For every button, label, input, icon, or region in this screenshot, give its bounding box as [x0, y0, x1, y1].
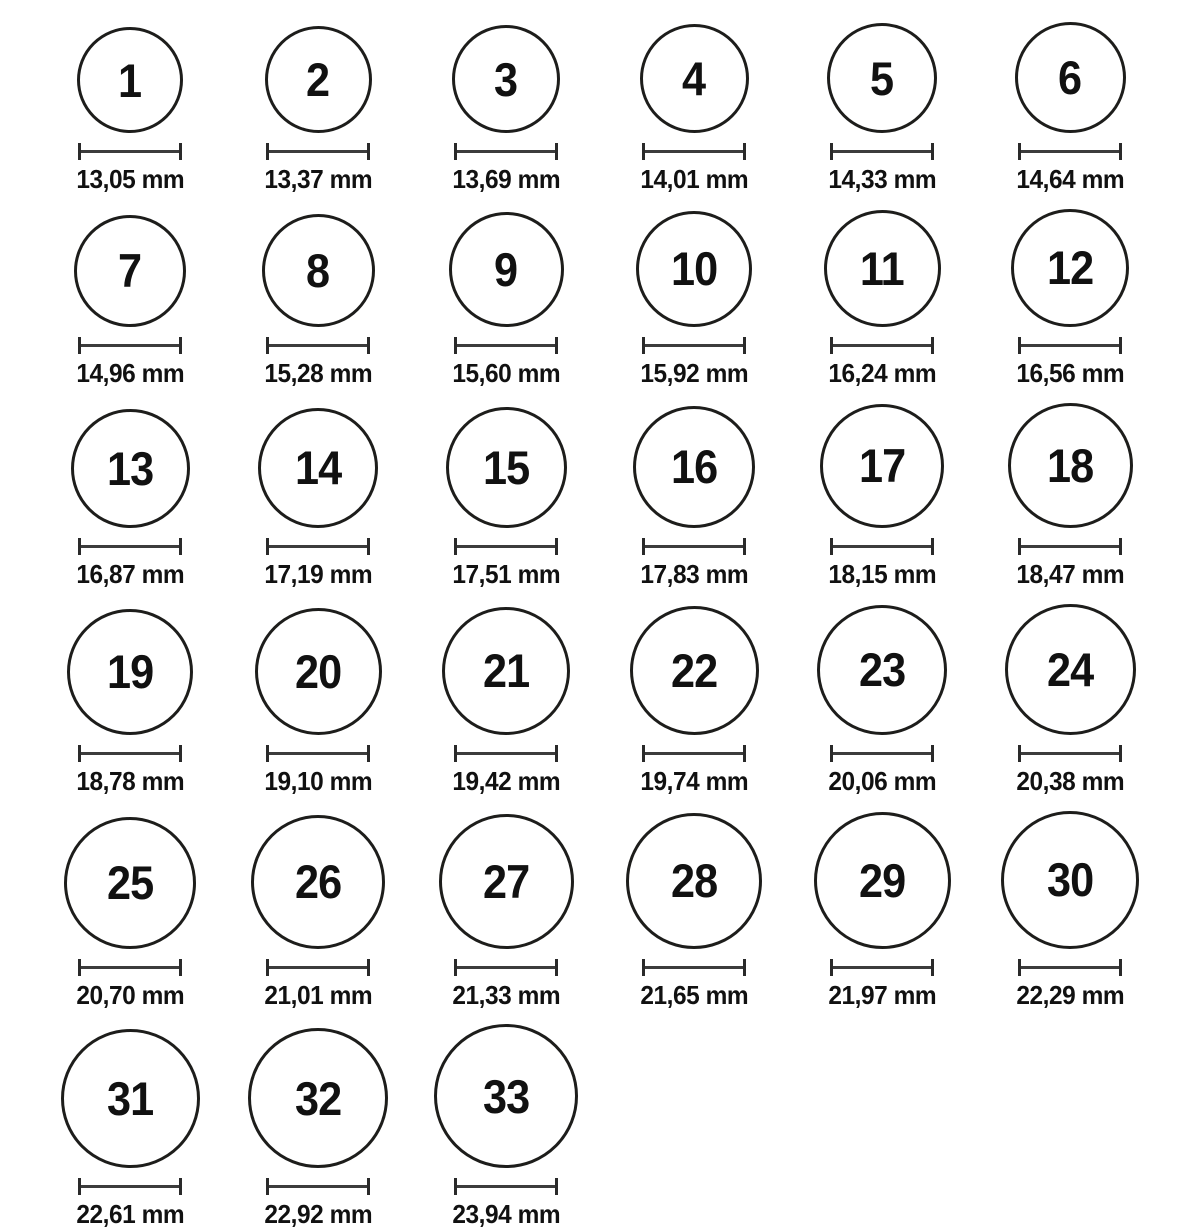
measure-bar	[81, 344, 179, 347]
ring-size-number: 32	[294, 1071, 342, 1125]
measure-bar	[457, 150, 555, 153]
ring-size-number: 2	[306, 53, 330, 106]
measure-bar	[269, 150, 367, 153]
ring-size-number: 3	[494, 52, 518, 106]
diameter-label: 18,47 mm	[1016, 558, 1124, 589]
measure-bar	[645, 752, 743, 755]
ring-size-number: 21	[482, 644, 530, 698]
diameter-label: 14,64 mm	[1016, 164, 1124, 194]
diameter-label: 19,74 mm	[640, 765, 748, 796]
ring-circle	[439, 814, 574, 949]
ring-size-cell	[412, 811, 600, 1011]
diameter-measure-line	[642, 745, 746, 762]
ring-size-number: 25	[106, 856, 154, 910]
ring-circle	[452, 25, 560, 133]
ring-size-cell	[788, 811, 976, 1011]
diameter-label: 22,61 mm	[76, 1199, 184, 1230]
measure-bar	[645, 150, 743, 153]
ring-size-number: 6	[1058, 51, 1082, 104]
measure-bar	[457, 1185, 555, 1188]
diameter-label: 21,33 mm	[452, 979, 560, 1010]
ring-size-number: 27	[482, 854, 530, 908]
ring-size-cell	[412, 604, 600, 797]
ring-circle	[446, 407, 567, 528]
ring-circle	[442, 607, 570, 735]
diameter-measure-line	[78, 538, 182, 555]
ring-size-number: 30	[1046, 853, 1094, 907]
ring-size-cell	[788, 22, 976, 195]
ring-size-cell	[224, 209, 412, 389]
ring-circle	[1008, 403, 1133, 528]
ring-size-cell	[976, 209, 1164, 389]
ring-circle	[820, 404, 944, 528]
diameter-label: 15,92 mm	[640, 357, 748, 388]
diameter-measure-line	[266, 959, 370, 976]
ring-size-number: 5	[870, 51, 894, 105]
ring-size-number: 14	[294, 441, 342, 495]
ring-circle	[74, 215, 186, 327]
diameter-label: 20,38 mm	[1016, 765, 1124, 796]
diameter-label: 14,01 mm	[640, 164, 748, 194]
diameter-measure-line	[1018, 538, 1122, 555]
diameter-measure-line	[642, 337, 746, 354]
diameter-label: 17,19 mm	[264, 558, 372, 589]
diameter-label: 14,96 mm	[76, 357, 184, 388]
diameter-label: 14,33 mm	[828, 164, 936, 194]
diameter-label: 22,29 mm	[1016, 979, 1124, 1010]
ring-size-cell	[36, 403, 224, 590]
diameter-measure-line	[1018, 337, 1122, 354]
ring-circle	[1015, 22, 1126, 133]
ring-size-number: 28	[670, 854, 718, 908]
measure-bar	[833, 966, 931, 969]
ring-circle	[630, 606, 759, 735]
diameter-label: 20,06 mm	[828, 765, 936, 796]
measure-bar	[833, 344, 931, 347]
diameter-label: 21,65 mm	[640, 979, 748, 1010]
diameter-label: 20,70 mm	[76, 979, 184, 1010]
ring-size-number: 24	[1046, 642, 1094, 696]
diameter-measure-line	[454, 959, 558, 976]
diameter-measure-line	[454, 143, 558, 160]
ring-size-cell	[224, 403, 412, 590]
ring-size-number: 10	[670, 242, 718, 296]
ring-size-cell	[36, 604, 224, 797]
diameter-measure-line	[454, 745, 558, 762]
ring-size-cell	[600, 209, 788, 389]
diameter-label: 15,60 mm	[452, 357, 560, 388]
ring-size-cell	[412, 403, 600, 590]
ring-size-cell	[788, 209, 976, 389]
diameter-label: 13,69 mm	[452, 164, 560, 194]
ring-circle	[626, 813, 762, 949]
measure-bar	[269, 1185, 367, 1188]
diameter-measure-line	[266, 337, 370, 354]
ring-size-number: 11	[860, 241, 904, 295]
ring-circle	[262, 214, 375, 327]
diameter-label: 15,28 mm	[264, 357, 372, 388]
ring-circle	[640, 24, 749, 133]
diameter-measure-line	[1018, 959, 1122, 976]
ring-size-number: 9	[494, 242, 518, 296]
ring-size-cell	[224, 604, 412, 797]
ring-size-cell	[224, 22, 412, 195]
ring-size-number: 23	[858, 643, 906, 697]
ring-size-cell	[600, 403, 788, 590]
diameter-measure-line	[830, 745, 934, 762]
ring-circle	[64, 817, 196, 949]
measure-bar	[81, 966, 179, 969]
ring-size-cell	[976, 403, 1164, 590]
ring-size-number: 1	[118, 53, 142, 107]
measure-bar	[1021, 344, 1119, 347]
ring-circle	[636, 211, 752, 327]
ring-size-cell	[36, 1024, 224, 1230]
ring-size-cell	[600, 811, 788, 1011]
diameter-measure-line	[78, 1178, 182, 1195]
measure-bar	[645, 966, 743, 969]
diameter-measure-line	[266, 143, 370, 160]
measure-bar	[269, 545, 367, 548]
ring-size-number: 26	[294, 855, 342, 909]
diameter-measure-line	[642, 538, 746, 555]
measure-bar	[457, 344, 555, 347]
ring-size-number: 12	[1046, 241, 1094, 295]
ring-size-number: 17	[858, 439, 906, 493]
diameter-label: 19,42 mm	[452, 765, 560, 796]
ring-circle	[61, 1029, 200, 1168]
diameter-measure-line	[830, 959, 934, 976]
diameter-measure-line	[454, 337, 558, 354]
ring-size-number: 20	[294, 644, 342, 698]
measure-bar	[81, 150, 179, 153]
ring-size-number: 13	[106, 441, 154, 495]
measure-bar	[833, 545, 931, 548]
ring-circle	[67, 609, 193, 735]
diameter-measure-line	[830, 337, 934, 354]
measure-bar	[645, 545, 743, 548]
ring-size-cell	[412, 22, 600, 195]
diameter-label: 16,56 mm	[1016, 357, 1124, 388]
measure-bar	[1021, 150, 1119, 153]
measure-bar	[457, 752, 555, 755]
measure-bar	[457, 966, 555, 969]
ring-size-cell	[600, 22, 788, 195]
ring-size-number: 19	[106, 645, 154, 699]
diameter-measure-line	[266, 538, 370, 555]
ring-circle	[255, 608, 382, 735]
ring-size-number: 18	[1046, 438, 1094, 492]
ring-circle	[71, 409, 190, 528]
ring-circle	[449, 212, 564, 327]
ring-size-cell	[224, 1024, 412, 1230]
ring-circle	[827, 23, 937, 133]
diameter-measure-line	[1018, 745, 1122, 762]
ring-size-cell	[976, 22, 1164, 195]
diameter-measure-line	[454, 538, 558, 555]
diameter-measure-line	[78, 959, 182, 976]
ring-circle	[265, 26, 372, 133]
measure-bar	[833, 150, 931, 153]
ring-circle	[258, 408, 378, 528]
diameter-measure-line	[78, 337, 182, 354]
ring-size-cell	[976, 604, 1164, 797]
diameter-label: 22,92 mm	[264, 1199, 372, 1230]
diameter-label: 23,94 mm	[452, 1199, 560, 1230]
ring-circle	[814, 812, 951, 949]
diameter-label: 13,05 mm	[76, 164, 184, 194]
diameter-label: 18,78 mm	[76, 765, 184, 796]
ring-circle	[1001, 811, 1139, 949]
ring-size-cell	[412, 1024, 600, 1230]
diameter-label: 17,83 mm	[640, 558, 748, 589]
diameter-label: 21,01 mm	[264, 979, 372, 1010]
ring-size-number: 16	[670, 440, 718, 494]
measure-bar	[269, 966, 367, 969]
ring-size-cell	[788, 604, 976, 797]
ring-size-cell	[412, 209, 600, 389]
ring-size-number: 15	[482, 440, 530, 494]
measure-bar	[269, 344, 367, 347]
measure-bar	[1021, 752, 1119, 755]
measure-bar	[457, 545, 555, 548]
ring-size-cell	[976, 811, 1164, 1011]
ring-circle	[633, 406, 755, 528]
ring-circle	[434, 1024, 578, 1168]
ring-circle	[251, 815, 385, 949]
ring-circle	[824, 210, 941, 327]
diameter-label: 13,37 mm	[264, 164, 372, 194]
diameter-measure-line	[642, 143, 746, 160]
measure-bar	[81, 752, 179, 755]
diameter-label: 18,15 mm	[828, 558, 936, 589]
ring-circle	[77, 27, 183, 133]
ring-circle	[248, 1028, 388, 1168]
measure-bar	[81, 1185, 179, 1188]
diameter-label: 16,87 mm	[76, 558, 184, 589]
ring-size-cell	[36, 811, 224, 1011]
ring-size-cell	[224, 811, 412, 1011]
ring-circle	[817, 605, 947, 735]
measure-bar	[1021, 545, 1119, 548]
ring-size-number: 29	[858, 853, 906, 907]
diameter-label: 21,97 mm	[828, 979, 936, 1010]
diameter-label: 17,51 mm	[452, 558, 560, 589]
ring-circle	[1005, 604, 1136, 735]
ring-size-cell	[600, 604, 788, 797]
ring-size-number: 22	[670, 643, 718, 697]
diameter-measure-line	[78, 143, 182, 160]
ring-size-cell	[788, 403, 976, 590]
diameter-measure-line	[830, 143, 934, 160]
ring-size-number: 31	[106, 1072, 154, 1126]
ring-size-cell	[36, 209, 224, 389]
ring-size-number: 4	[682, 52, 706, 105]
measure-bar	[81, 545, 179, 548]
measure-bar	[269, 752, 367, 755]
ring-size-number: 33	[482, 1069, 530, 1123]
diameter-measure-line	[1018, 143, 1122, 160]
ring-size-number: 8	[306, 243, 330, 297]
diameter-label: 16,24 mm	[828, 357, 936, 388]
measure-bar	[645, 344, 743, 347]
diameter-measure-line	[830, 538, 934, 555]
ring-size-cell	[36, 22, 224, 195]
diameter-measure-line	[454, 1178, 558, 1195]
measure-bar	[1021, 966, 1119, 969]
diameter-label: 19,10 mm	[264, 765, 372, 796]
ring-size-number: 7	[118, 244, 142, 298]
diameter-measure-line	[78, 745, 182, 762]
diameter-measure-line	[266, 1178, 370, 1195]
ring-circle	[1011, 209, 1129, 327]
measure-bar	[833, 752, 931, 755]
diameter-measure-line	[266, 745, 370, 762]
diameter-measure-line	[642, 959, 746, 976]
